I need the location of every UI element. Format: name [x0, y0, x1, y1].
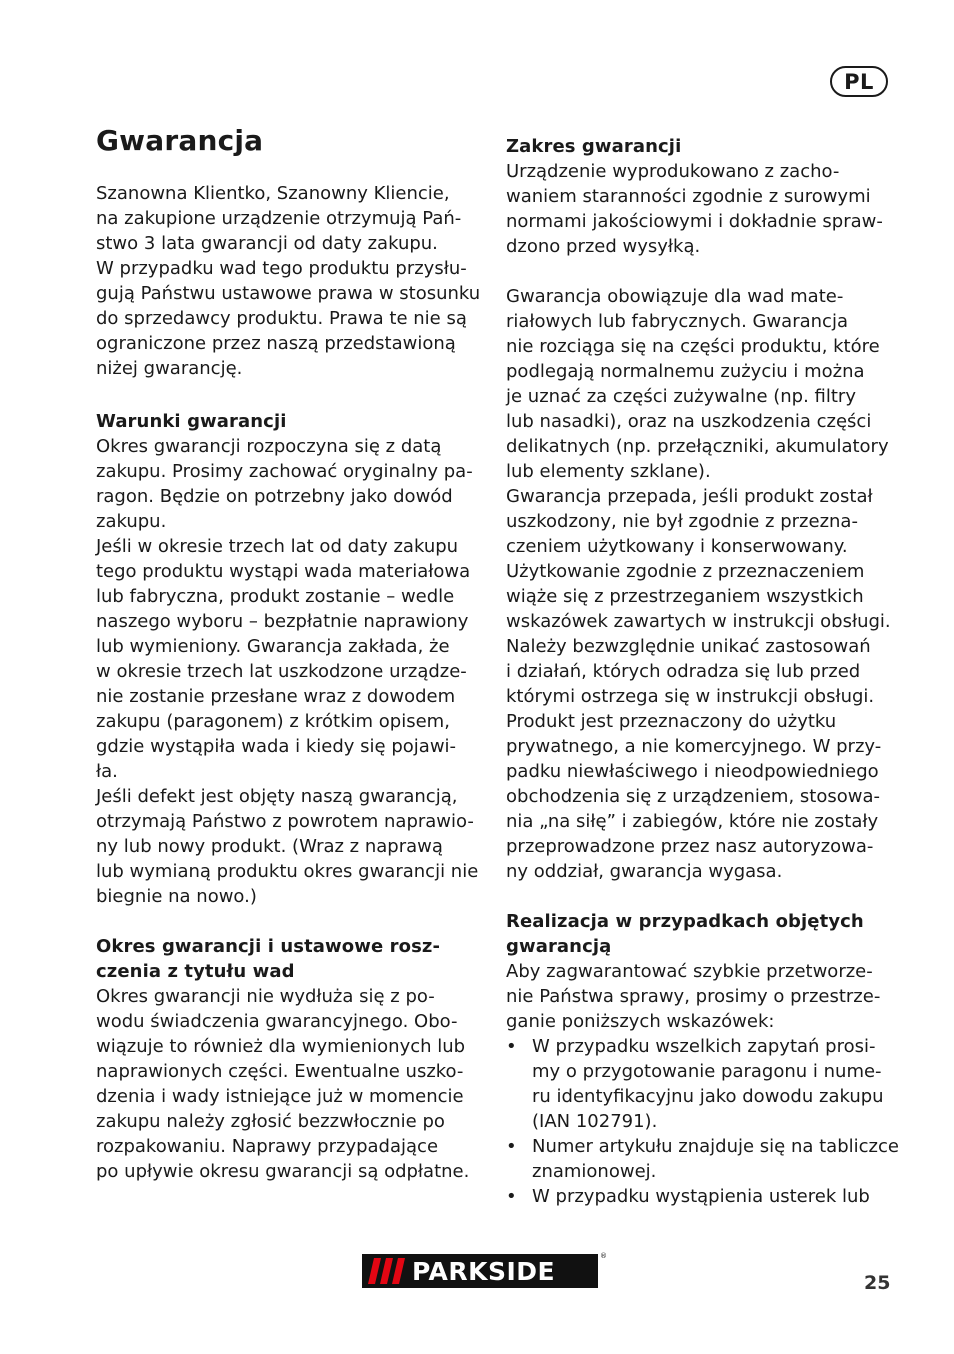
- paragraph-line: ru identyfikacyjnu jako dowodu zakupu: [532, 1086, 884, 1107]
- section-heading-line: Zakres gwarancji: [506, 136, 682, 157]
- paragraph-line: lub fabryczna, produkt zostanie – wedle: [96, 586, 455, 607]
- section-heading-line: Warunki gwarancji: [96, 411, 287, 432]
- bullet-item-line: W przypadku wystąpienia usterek lub: [532, 1186, 870, 1207]
- paragraph-line: ny lub nowy produkt. (Wraz z naprawą: [96, 836, 443, 857]
- paragraph-line: czeniem użytkowany i konserwowany.: [506, 536, 848, 557]
- paragraph-line: delikatnych (np. przełączniki, akumulatory: [506, 436, 889, 457]
- paragraph-line: nia „na siłę” i zabiegów, które nie zostały: [506, 811, 879, 832]
- paragraph-line: dzenia i wady istniejące już w momencie: [96, 1086, 464, 1107]
- paragraph-line: po upływie okresu gwarancji są odpłatne.: [96, 1161, 470, 1182]
- paragraph-line: wskazówek zawartych w instrukcji obsługi.: [506, 611, 891, 632]
- paragraph-line: zakupu.: [96, 511, 167, 532]
- paragraph-line: ny oddział, gwarancja wygasa.: [506, 861, 783, 882]
- paragraph-line: uszkodzony, nie był zgodnie z przezna-: [506, 511, 858, 532]
- bullet-item-line: W przypadku wszelkich zapytań prosi-: [532, 1036, 876, 1057]
- paragraph-line: ła.: [96, 761, 118, 782]
- paragraph-line: stwo 3 lata gwarancji od daty zakupu.: [96, 233, 438, 254]
- paragraph-line: Jeśli defekt jest objęty naszą gwarancją,: [96, 786, 458, 807]
- paragraph-line: wiązuje to również dla wymienionych lub: [96, 1036, 466, 1057]
- paragraph-line: nie Państwa sprawy, prosimy o przestrze-: [506, 986, 881, 1007]
- paragraph-line: ragon. Będzie on potrzebny jako dowód: [96, 486, 453, 507]
- paragraph-line: lub nasadki), oraz na uszkodzenia części: [506, 411, 872, 432]
- section-heading-line: czenia z tytułu wad: [96, 961, 295, 982]
- paragraph-line: prywatnego, a nie komercyjnego. W przy-: [506, 736, 882, 757]
- bullet-icon: •: [506, 1036, 517, 1057]
- paragraph-line: otrzymają Państwo z powrotem naprawio-: [96, 811, 474, 832]
- paragraph-line: nie rozciąga się na części produktu, które: [506, 336, 880, 357]
- paragraph-line: Gwarancja przepada, jeśli produkt został: [506, 486, 873, 507]
- paragraph-line: dzono przed wysyłką.: [506, 236, 701, 257]
- paragraph-line: zakupu (paragonem) z krótkim opisem,: [96, 711, 450, 732]
- paragraph-line: lub elementy szklane).: [506, 461, 711, 482]
- section-heading-line: gwarancją: [506, 936, 612, 957]
- bullet-item-line: Numer artykułu znajduje się na tabliczce: [532, 1136, 899, 1157]
- paragraph-line: gdzie wystąpiła wada i kiedy się pojawi-: [96, 736, 457, 757]
- paragraph-line: biegnie na nowo.): [96, 886, 257, 907]
- paragraph-line: je uznać za części zużywalne (np. filtry: [506, 386, 856, 407]
- paragraph-line: (IAN 102791).: [532, 1111, 658, 1132]
- paragraph-line: normami jakościowymi i dokładnie spraw-: [506, 211, 883, 232]
- paragraph-line: Aby zagwarantować szybkie przetworze-: [506, 961, 873, 982]
- bullet-icon: •: [506, 1136, 517, 1157]
- paragraph-line: znamionowej.: [532, 1161, 657, 1182]
- section-heading-line: Okres gwarancji i ustawowe rosz-: [96, 936, 441, 957]
- paragraph-line: W przypadku wad tego produktu przysłu-: [96, 258, 467, 279]
- bullet-icon: •: [506, 1186, 517, 1207]
- paragraph-line: zakupu należy zgłosić bezzwłocznie po: [96, 1111, 445, 1132]
- paragraph-line: wiąże się z przestrzeganiem wszystkich: [506, 586, 864, 607]
- paragraph-line: padku niewłaściwego i nieodpowiedniego: [506, 761, 879, 782]
- paragraph-line: tego produktu wystąpi wada materiałowa: [96, 561, 471, 582]
- paragraph-line: Urządzenie wyprodukowano z zacho-: [506, 161, 840, 182]
- paragraph-line: lub wymieniony. Gwarancja zakłada, że: [96, 636, 450, 657]
- paragraph-line: na zakupione urządzenie otrzymują Pań-: [96, 208, 462, 229]
- logo-text: PARKSIDE: [412, 1256, 556, 1286]
- paragraph-line: waniem staranności zgodnie z surowymi: [506, 186, 871, 207]
- paragraph-line: podlegają normalnemu zużyciu i można: [506, 361, 865, 382]
- paragraph-line: wodu świadczenia gwarancyjnego. Obo-: [96, 1011, 458, 1032]
- paragraph-line: lub wymianą produktu okres gwarancji nie: [96, 861, 479, 882]
- paragraph-line: Gwarancja obowiązuje dla wad mate-: [506, 286, 844, 307]
- paragraph-line: nie zostanie przesłane wraz z dowodem: [96, 686, 456, 707]
- paragraph-line: i działań, których odradza się lub przed: [506, 661, 861, 682]
- language-badge: PL: [830, 66, 888, 97]
- paragraph-line: Użytkowanie zgodnie z przeznaczeniem: [506, 561, 865, 582]
- parkside-logo: [362, 1254, 598, 1288]
- paragraph-line: w okresie trzech lat uszkodzone urządze-: [96, 661, 467, 682]
- paragraph-line: Produkt jest przeznaczony do użytku: [506, 711, 837, 732]
- paragraph-line: rozpakowaniu. Naprawy przypadające: [96, 1136, 439, 1157]
- paragraph-line: naszego wyboru – bezpłatnie naprawiony: [96, 611, 469, 632]
- paragraph-line: przeprowadzone przez nasz autoryzowa-: [506, 836, 874, 857]
- paragraph-line: Okres gwarancji rozpoczyna się z datą: [96, 436, 442, 457]
- paragraph-line: do sprzedawcy produktu. Prawa te nie są: [96, 308, 467, 329]
- paragraph-line: naprawionych części. Ewentualne uszko-: [96, 1061, 464, 1082]
- paragraph-line: niżej gwarancję.: [96, 358, 243, 379]
- paragraph-line: my o przygotowanie paragonu i nume-: [532, 1061, 882, 1082]
- paragraph-line: ganie poniższych wskazówek:: [506, 1011, 775, 1032]
- page-number: 25: [864, 1272, 891, 1294]
- paragraph-line: gują Państwu ustawowe prawa w stosunku: [96, 283, 481, 304]
- paragraph-line: ograniczone przez naszą przedstawioną: [96, 333, 456, 354]
- logo-stripes-icon: [368, 1258, 406, 1284]
- paragraph-line: zakupu. Prosimy zachować oryginalny pa-: [96, 461, 473, 482]
- paragraph-line: Jeśli w okresie trzech lat od daty zakupu: [96, 536, 459, 557]
- paragraph-line: obchodzenia się z urządzeniem, stosowa-: [506, 786, 880, 807]
- paragraph-line: Należy bezwzględnie unikać zastosowań: [506, 636, 871, 657]
- paragraph-line: Szanowna Klientko, Szanowny Kliencie,: [96, 183, 450, 204]
- paragraph-line: którymi ostrzega się w instrukcji obsługi.: [506, 686, 875, 707]
- section-heading-line: Realizacja w przypadkach objętych: [506, 911, 864, 932]
- page-title: Gwarancja: [96, 124, 264, 157]
- paragraph-line: Okres gwarancji nie wydłuża się z po-: [96, 986, 435, 1007]
- registered-mark: ®: [600, 1252, 607, 1260]
- paragraph-line: riałowych lub fabrycznych. Gwarancja: [506, 311, 848, 332]
